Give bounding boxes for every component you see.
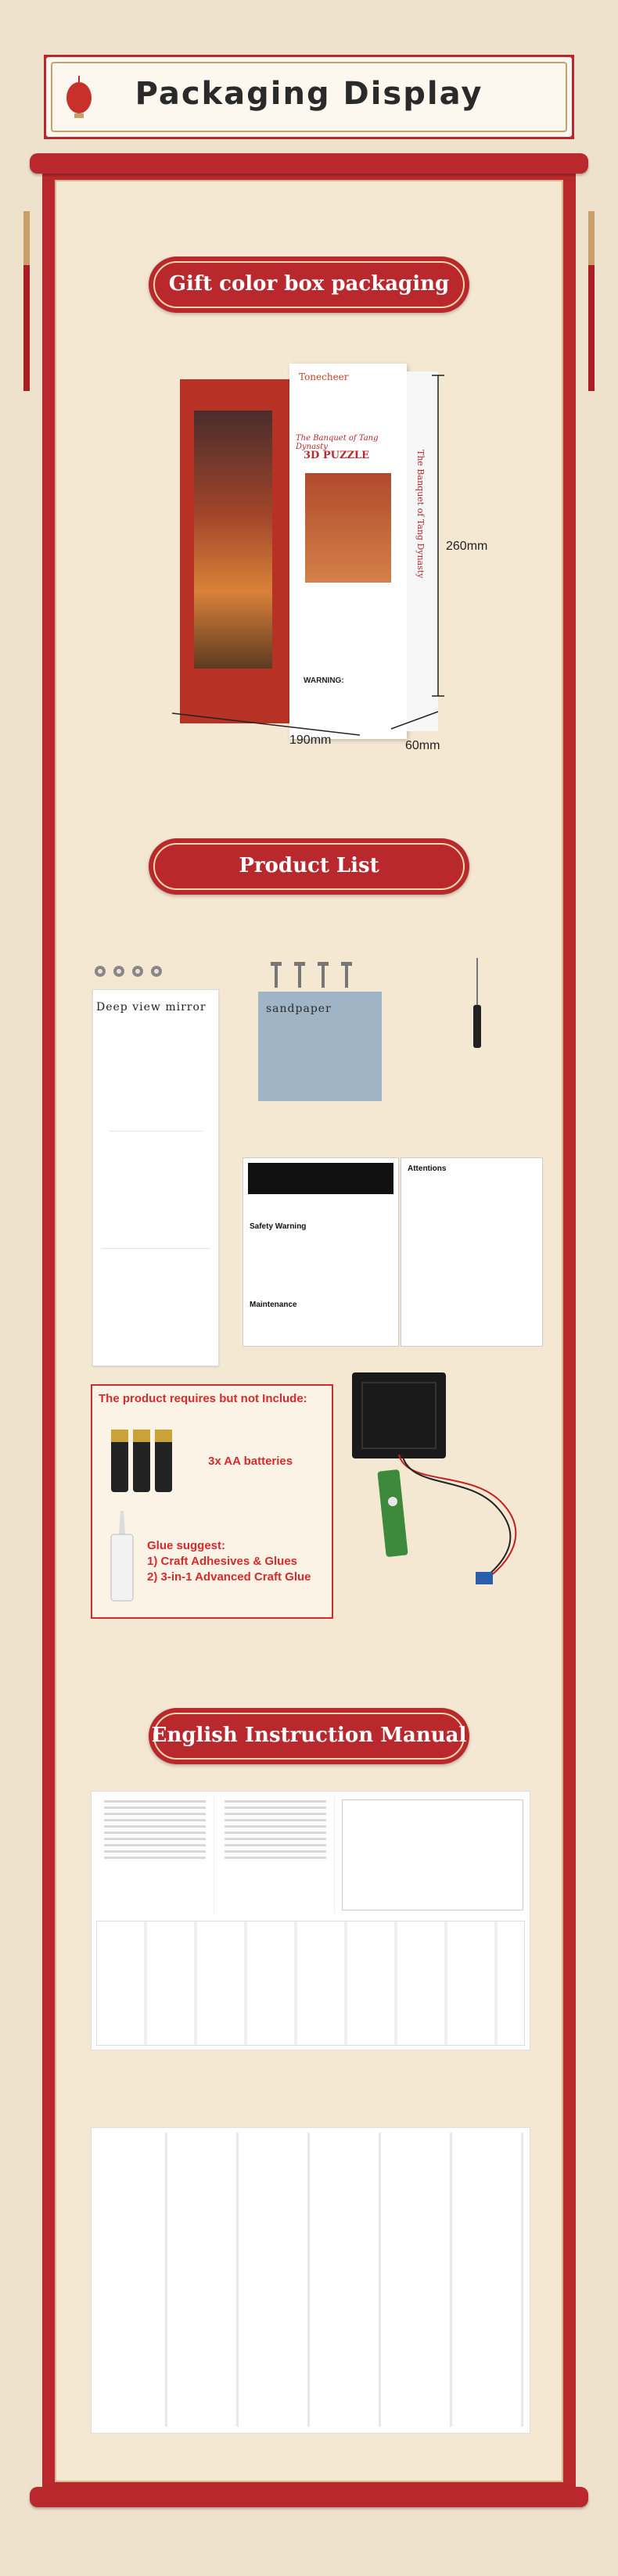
mirror-fold-line [101,1248,210,1249]
screwdriver-icon [469,958,485,1052]
sensor-wiring [375,1455,532,1611]
dimension-width: 190mm [289,734,332,747]
manual-diagram [342,1799,523,1910]
batteries-label: 3x AA batteries [208,1455,293,1468]
battery-box [352,1372,446,1458]
glue-option-1: 1) Craft Adhesives & Glues [147,1555,298,1568]
box-brand: Tonecheer [299,371,349,382]
box-product-name: The Banquet of Tang Dynasty [296,434,379,451]
glue-bottle-icon [106,1511,138,1605]
doc-header-bar [248,1163,393,1194]
section-banner-product-list [149,838,469,895]
glue-option-2: 2) 3-in-1 Advanced Craft Glue [147,1570,311,1584]
instruction-sheet-left [243,1157,399,1347]
manual-text-column [96,1796,214,1914]
requirements-heading: The product requires but not Include: [99,1392,307,1405]
doc-attentions-heading: Attentions [408,1164,447,1173]
section-banner-manual [149,1708,469,1764]
box-side-text: The Banquet of Tang Dynasty [415,450,426,579]
doc-maintenance-heading: Maintenance [250,1301,297,1309]
manual-page-2 [91,2127,530,2434]
tassel-left [23,211,30,391]
glue-title: Glue suggest: [147,1539,226,1552]
instruction-sheet-right [401,1157,543,1347]
batteries-icon [108,1425,178,1495]
manual-page-1 [91,1791,530,2050]
mirror-label: Deep view mirror [96,1001,207,1014]
mirror-fold-line [109,1131,203,1132]
page-title: Packaging Display [135,76,483,112]
sandpaper-label: sandpaper [266,1003,332,1015]
box-warning: WARNING: [304,676,344,685]
deep-view-mirror [92,989,219,1366]
section-title: Product List [239,854,379,877]
dimension-depth: 60mm [405,739,440,752]
scroll-rod-top [30,153,588,174]
sandpaper [258,992,382,1101]
section-title: English Instruction Manual [151,1724,467,1747]
screws-icon [266,960,360,992]
section-title: Gift color box packaging [168,272,450,296]
dimension-height: 260mm [446,540,488,553]
scroll-rod-bottom [30,2487,588,2507]
tassel-right [588,211,595,391]
manual-assembly-grid [96,2133,523,2427]
manual-assembly-steps [96,1921,525,2046]
dimension-lines [156,368,488,774]
manual-text-column [217,1796,335,1914]
title-banner [44,55,574,139]
section-banner-gift-box [149,257,469,313]
nuts-icon [92,962,163,981]
doc-safety-heading: Safety Warning [250,1222,307,1231]
box-subtitle: 3D PUZZLE [304,450,369,461]
requirements-box [91,1384,333,1619]
battery-box-inner [361,1382,437,1449]
